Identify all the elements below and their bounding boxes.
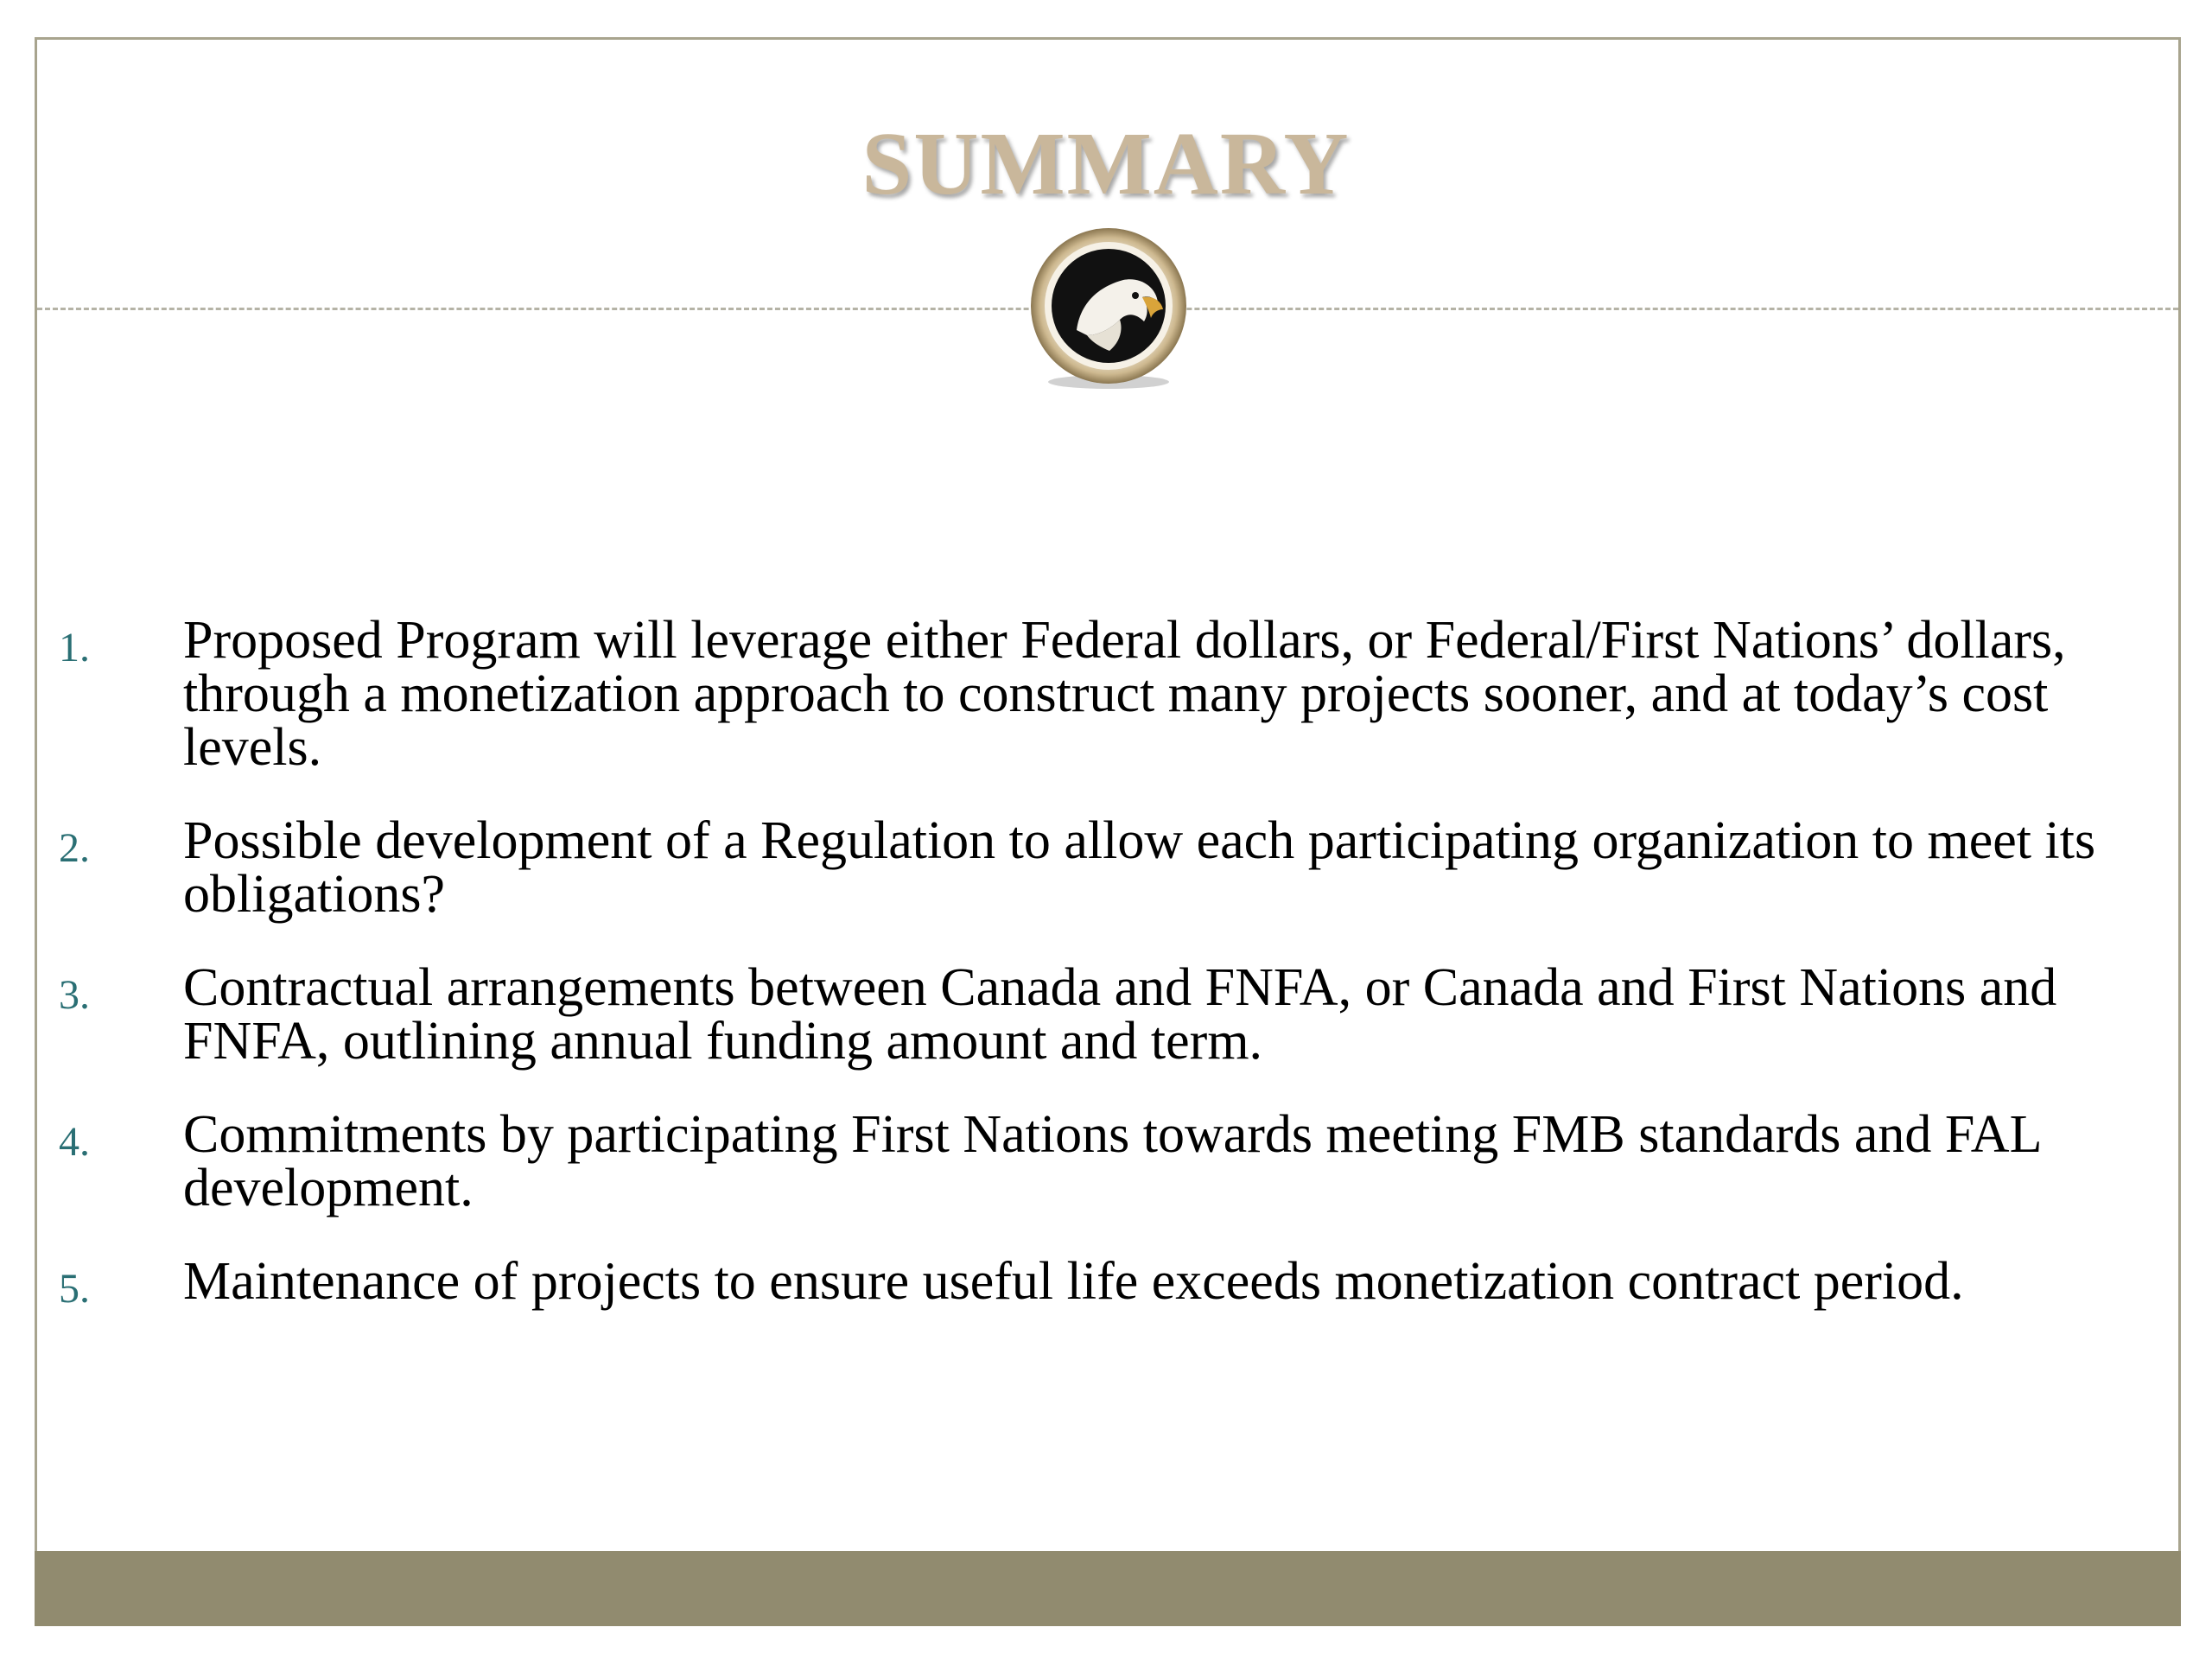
list-item	[0, 1252, 2212, 1312]
list-item	[0, 611, 2212, 777]
list-item-number: 4.	[59, 1119, 90, 1165]
slide-title: SUMMARY	[861, 114, 1351, 213]
list-item-number: 1.	[59, 625, 90, 671]
list-item	[0, 958, 2212, 1071]
list-item-text: Commitments by participating First Nations towards meeting FMB standards and FAL development.	[183, 1105, 2041, 1217]
list-item	[0, 811, 2212, 924]
list-item-number: 3.	[59, 972, 90, 1018]
list-item-text: Possible development of a Regulation to allow each participating organization to meet its obligations?	[183, 811, 2096, 924]
list-item-text: Contractual arrangements between Canada and FNFA, or Canada and First Nations and FNFA, outlining annual funding amount and term.	[183, 958, 2057, 1071]
list-item-number: 5.	[59, 1266, 90, 1312]
list-item-text: Maintenance of projects to ensure useful life exceeds monetization contract period.	[183, 1252, 1964, 1311]
list-item-text: Proposed Program will leverage either Federal dollars, or Federal/First Nations’ dollars, through a monetization approach to construct many projects sooner, and at today’s cost levels.	[183, 611, 2066, 777]
list-item	[0, 1105, 2212, 1217]
footer-bar	[35, 1551, 2181, 1626]
eagle-emblem-icon	[1027, 226, 1191, 391]
list-item-number: 2.	[59, 825, 90, 871]
summary-list	[0, 613, 2212, 1348]
